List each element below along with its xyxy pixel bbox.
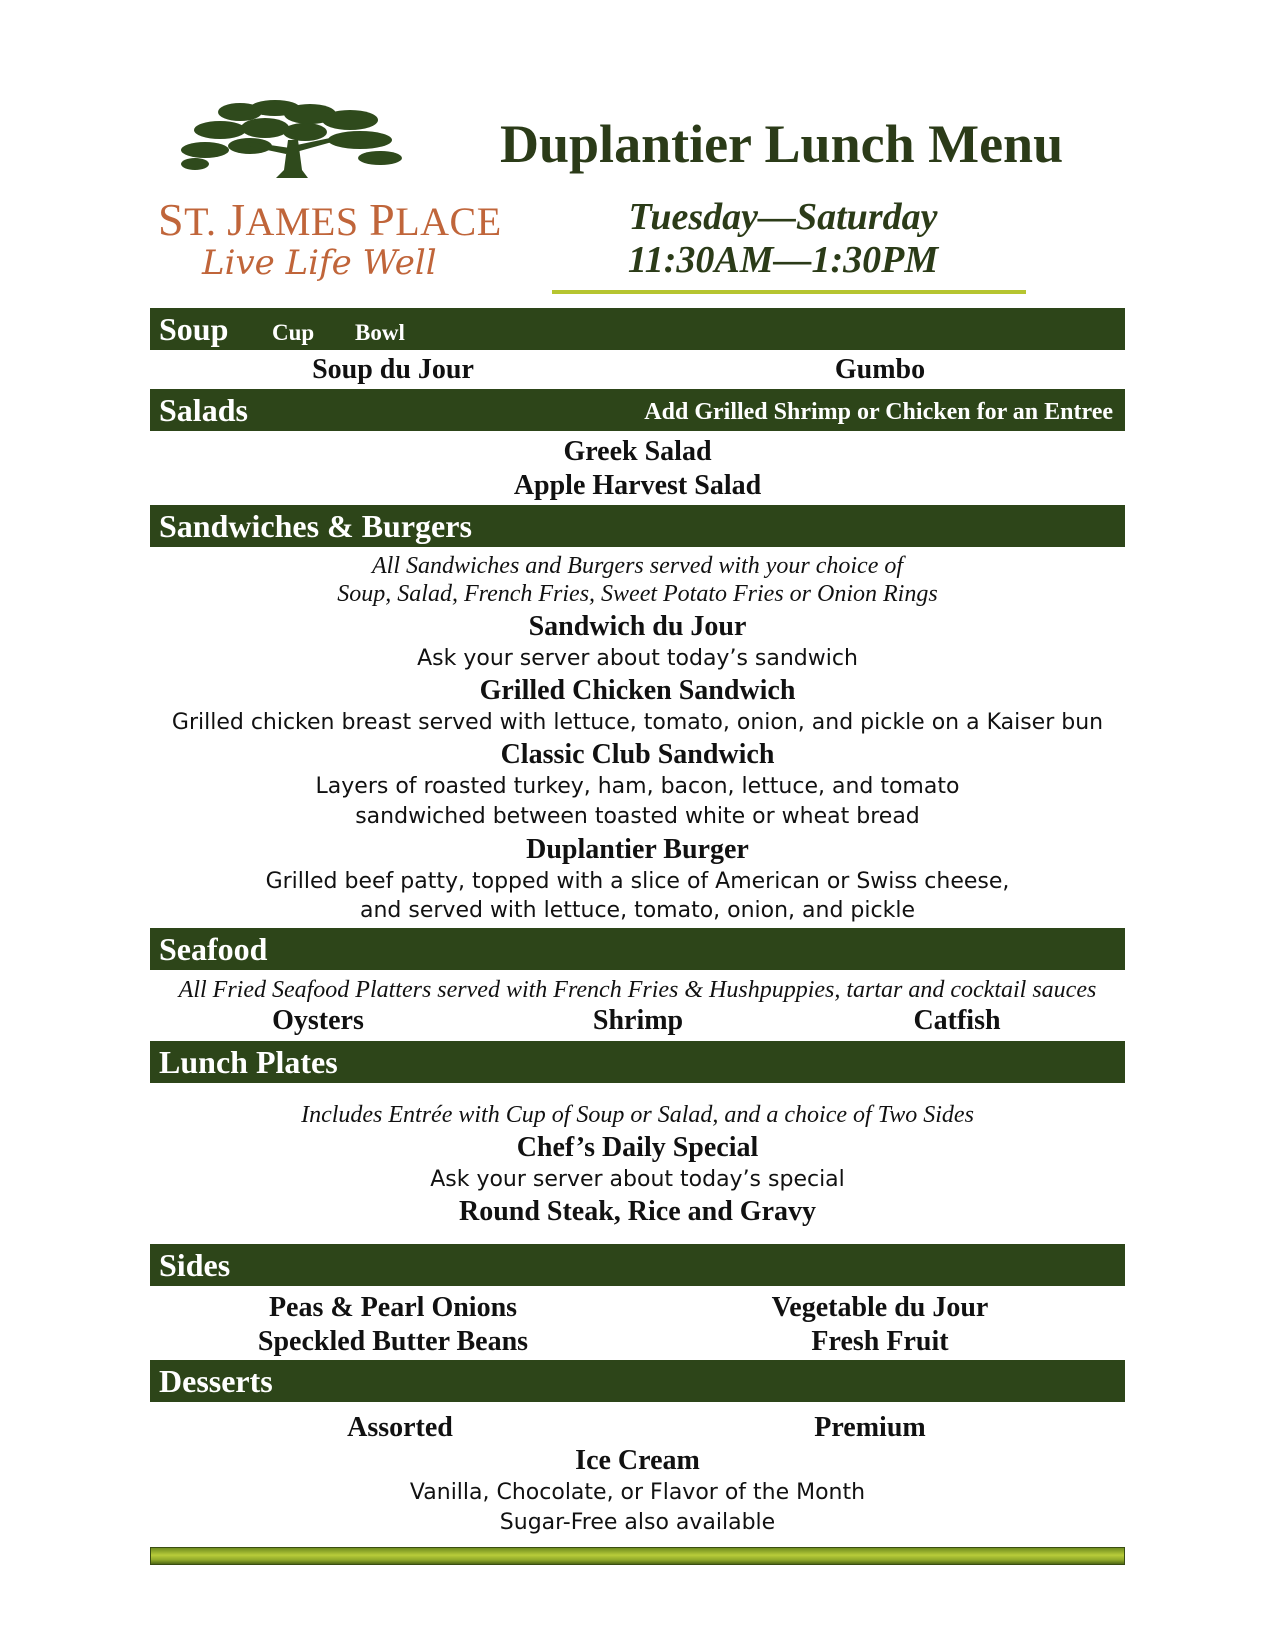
section-heading-salads: Salads <box>159 392 248 428</box>
lunch-plates-intro: Includes Entrée with Cup of Soup or Salad, and a choice of Two Sides <box>301 1102 974 1128</box>
section-bar-sandwiches <box>150 505 1125 547</box>
seafood-intro: All Fried Seafood Platters served with French Fries & Hushpuppies, tartar and cocktail sauces <box>178 977 1097 1003</box>
section-heading-sides: Sides <box>159 1247 231 1283</box>
section-bar-lunch-plates <box>150 1041 1125 1083</box>
menu-item-desc: Grilled beef patty, topped with a slice of American or Swiss cheese, <box>265 869 1010 894</box>
section-bar-desserts <box>150 1360 1125 1402</box>
dessert-label-assorted: Assorted <box>347 1412 453 1443</box>
menu-item-peas-pearl-onions: Peas & Pearl Onions <box>268 1292 518 1323</box>
oak-tree-icon <box>180 100 405 180</box>
page-title: Duplantier Lunch Menu <box>500 114 1064 174</box>
menu-item-ice-cream: Ice Cream <box>575 1445 700 1476</box>
menu-item-apple-harvest-salad: Apple Harvest Salad <box>513 470 762 501</box>
soup-bowl-label: Bowl <box>355 320 405 345</box>
sandwiches-intro: All Sandwiches and Burgers served with your choice of <box>371 553 904 579</box>
service-hours: 11:30AM—1:30PM <box>627 239 939 281</box>
menu-item-desc: Layers of roasted turkey, ham, bacon, lettuce, and tomato <box>315 774 960 799</box>
menu-item-desc: Grilled chicken breast served with lettuce, tomato, onion, and pickle on a Kaiser bun <box>171 710 1104 735</box>
soup-cup-label: Cup <box>272 320 315 345</box>
menu-item-desc: Vanilla, Chocolate, or Flavor of the Month <box>409 1480 866 1505</box>
menu-item-chefs-daily-special: Chef’s Daily Special <box>516 1132 759 1163</box>
dessert-label-premium: Premium <box>814 1412 926 1443</box>
menu-item-vegetable-du-jour: Vegetable du Jour <box>771 1292 989 1323</box>
menu-item-desc: Sugar-Free also available <box>499 1510 776 1535</box>
section-heading-desserts: Desserts <box>159 1363 273 1399</box>
menu-item-duplantier-burger: Duplantier Burger <box>526 834 749 865</box>
menu-item-gumbo: Gumbo <box>834 354 926 385</box>
salads-note: Add Grilled Shrimp or Chicken for an Entree <box>644 399 1113 425</box>
menu-item-speckled-butter-beans: Speckled Butter Beans <box>257 1326 529 1357</box>
menu-item-oysters: Oysters <box>272 1005 364 1036</box>
section-bar-sides <box>150 1244 1125 1286</box>
menu-item-desc: Ask your server about today’s sandwich <box>417 646 858 671</box>
sandwiches-intro-2: Soup, Salad, French Fries, Sweet Potato Fries or Onion Rings <box>337 581 938 607</box>
menu-item-shrimp: Shrimp <box>592 1005 684 1036</box>
menu-item-grilled-chicken-sandwich: Grilled Chicken Sandwich <box>479 675 796 706</box>
logo <box>150 100 502 300</box>
section-bar-salads <box>150 389 1125 431</box>
section-heading-sandwiches: Sandwiches & Burgers <box>159 508 472 544</box>
section-bar-seafood <box>150 928 1125 970</box>
header-divider <box>552 290 1026 294</box>
footer-bar <box>150 1547 1125 1565</box>
menu-item-catfish: Catfish <box>913 1005 1001 1036</box>
menu-item-round-steak: Round Steak, Rice and Gravy <box>458 1196 817 1227</box>
logo-name: ST. JAMES PLACE <box>158 194 502 245</box>
logo-tagline: Live Life Well <box>202 243 437 283</box>
section-bar-soup <box>150 308 1125 350</box>
menu-item-desc: Ask your server about today’s special <box>430 1167 845 1192</box>
menu-item-desc: and served with lettuce, tomato, onion, and pickle <box>360 898 915 923</box>
menu-item-greek-salad: Greek Salad <box>563 436 712 467</box>
section-heading-lunch-plates: Lunch Plates <box>159 1044 338 1080</box>
menu-item-fresh-fruit: Fresh Fruit <box>811 1326 949 1357</box>
section-heading-seafood: Seafood <box>159 931 268 967</box>
menu-item-sandwich-du-jour: Sandwich du Jour <box>528 611 747 642</box>
section-heading-soup: Soup <box>159 311 229 347</box>
menu-item-soup-du-jour: Soup du Jour <box>312 354 474 385</box>
menu-item-classic-club-sandwich: Classic Club Sandwich <box>500 739 775 770</box>
service-days: Tuesday—Saturday <box>628 196 938 238</box>
menu-item-desc: sandwiched between toasted white or wheat bread <box>355 804 920 829</box>
